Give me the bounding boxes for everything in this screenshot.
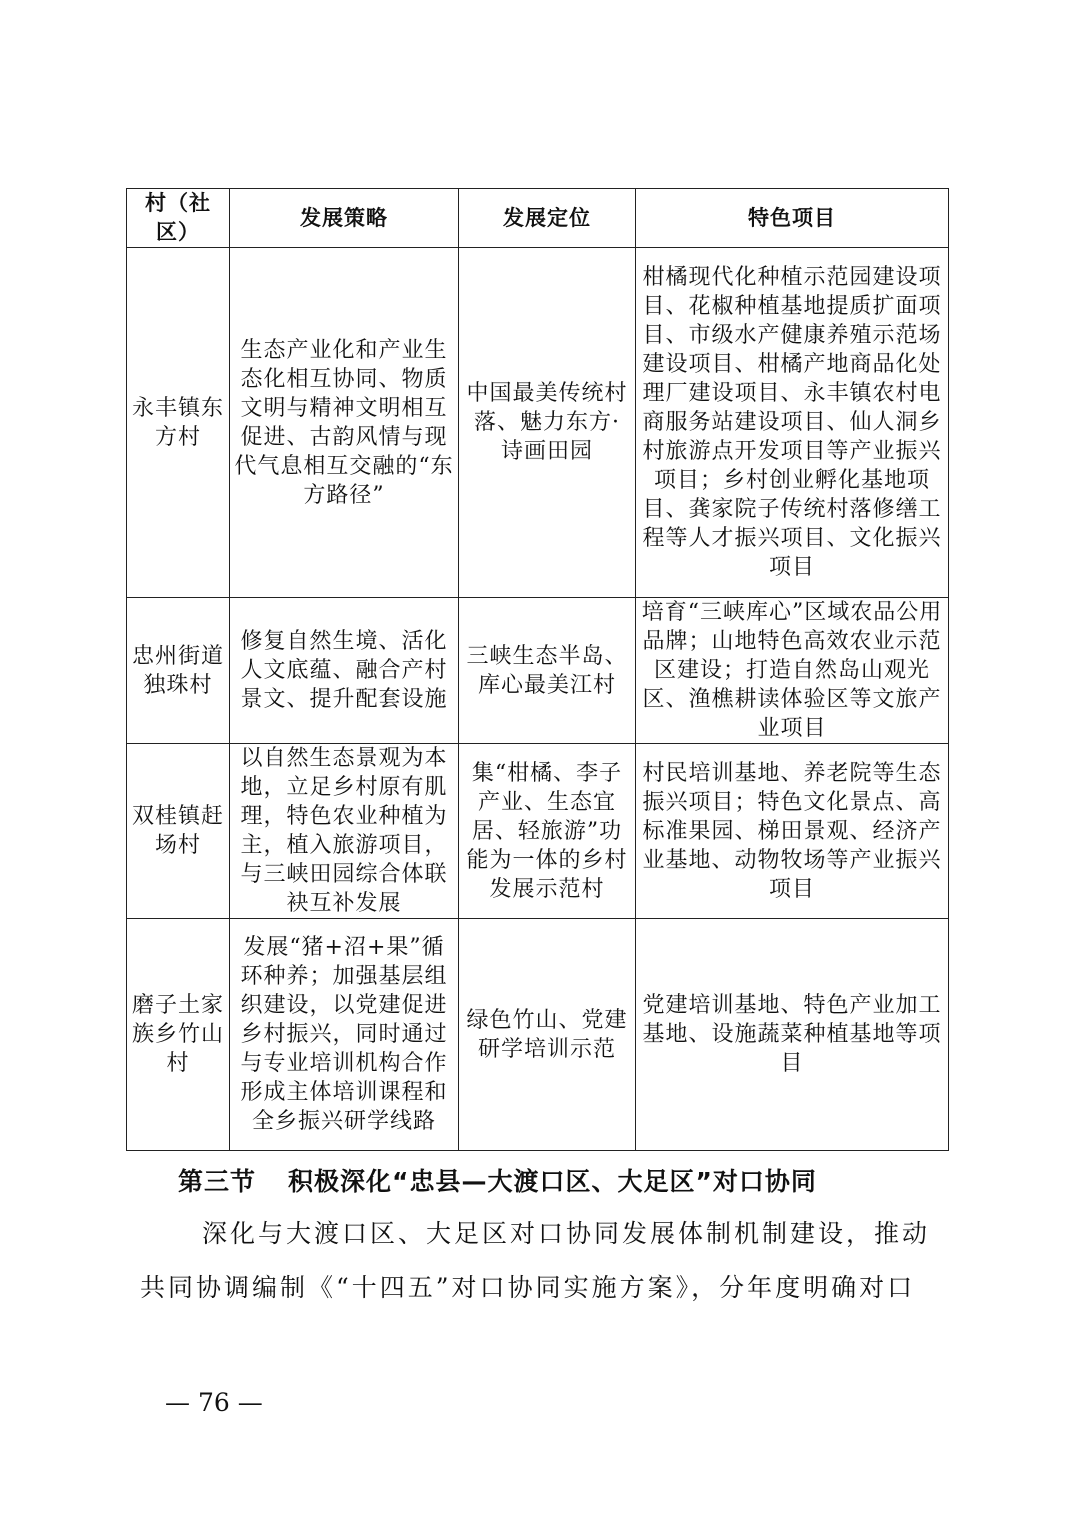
cell-position: 集“柑橘、李子产业、生态宜居、轻旅游”功能为一体的乡村发展示范村	[459, 744, 636, 919]
header-position: 发展定位	[459, 189, 636, 248]
section-number: 第三节	[178, 1167, 257, 1196]
paragraph-line-2: 共同协调编制《“十四五”对口协同实施方案》，分年度明确对口	[140, 1273, 916, 1302]
cell-position: 绿色竹山、党建研学培训示范	[459, 919, 636, 1151]
section-title: 积极深化“忠县—大渡口区、大足区”对口协同	[288, 1167, 817, 1196]
cell-strategy: 生态产业化和产业生态化相互协同、物质文明与精神文明相互促进、古韵风情与现代气息相互交融的“东方路径”	[230, 248, 459, 598]
cell-village: 双桂镇赶场村	[127, 744, 230, 919]
cell-village: 磨子土家族乡竹山村	[127, 919, 230, 1151]
table-row	[127, 919, 949, 1151]
table-header-row	[127, 189, 949, 248]
cell-projects: 党建培训基地、特色产业加工基地、设施蔬菜种植基地等项目	[636, 919, 949, 1151]
header-village: 村（社区）	[127, 189, 230, 248]
header-projects: 特色项目	[636, 189, 949, 248]
cell-village: 永丰镇东方村	[127, 248, 230, 598]
cell-strategy: 以自然生态景观为本地，立足乡村原有肌理，特色农业种植为主，植入旅游项目，与三峡田园综合体联袂互补发展	[230, 744, 459, 919]
table-row	[127, 598, 949, 744]
cell-projects: 柑橘现代化种植示范园建设项目、花椒种植基地提质扩面项目、市级水产健康养殖示范场建设项目、柑橘产地商品化处理厂建设项目、永丰镇农村电商服务站建设项目、仙人洞乡村旅游点开发项目等产业振兴项目；乡村创业孵化基地项目、龚家院子传统村落修缮工程等人才振兴项目、文化振兴项目	[636, 248, 949, 598]
village-projects-table	[126, 188, 949, 1151]
cell-village: 忠州街道独珠村	[127, 598, 230, 744]
cell-position: 中国最美传统村落、魅力东方·诗画田园	[459, 248, 636, 598]
header-strategy: 发展策略	[230, 189, 459, 248]
cell-projects: 培育“三峡库心”区域农品公用品牌；山地特色高效农业示范区建设；打造自然岛山观光区、渔樵耕读体验区等文旅产业项目	[636, 598, 949, 744]
page-number: — 76 —	[165, 1388, 263, 1417]
table-row	[127, 744, 949, 919]
table-row	[127, 248, 949, 598]
cell-projects: 村民培训基地、养老院等生态振兴项目；特色文化景点、高标准果园、梯田景观、经济产业基地、动物牧场等产业振兴项目	[636, 744, 949, 919]
paragraph-line-1: 深化与大渡口区、大足区对口协同发展体制机制建设，推动	[202, 1219, 931, 1248]
cell-strategy: 修复自然生境、活化人文底蕴、融合产村景文、提升配套设施	[230, 598, 459, 744]
cell-position: 三峡生态半岛、库心最美江村	[459, 598, 636, 744]
cell-strategy: 发展“猪+沼+果”循环种养；加强基层组织建设，以党建促进乡村振兴，同时通过与专业培训机构合作形成主体培训课程和全乡振兴研学线路	[230, 919, 459, 1151]
section-heading	[178, 1162, 817, 1198]
